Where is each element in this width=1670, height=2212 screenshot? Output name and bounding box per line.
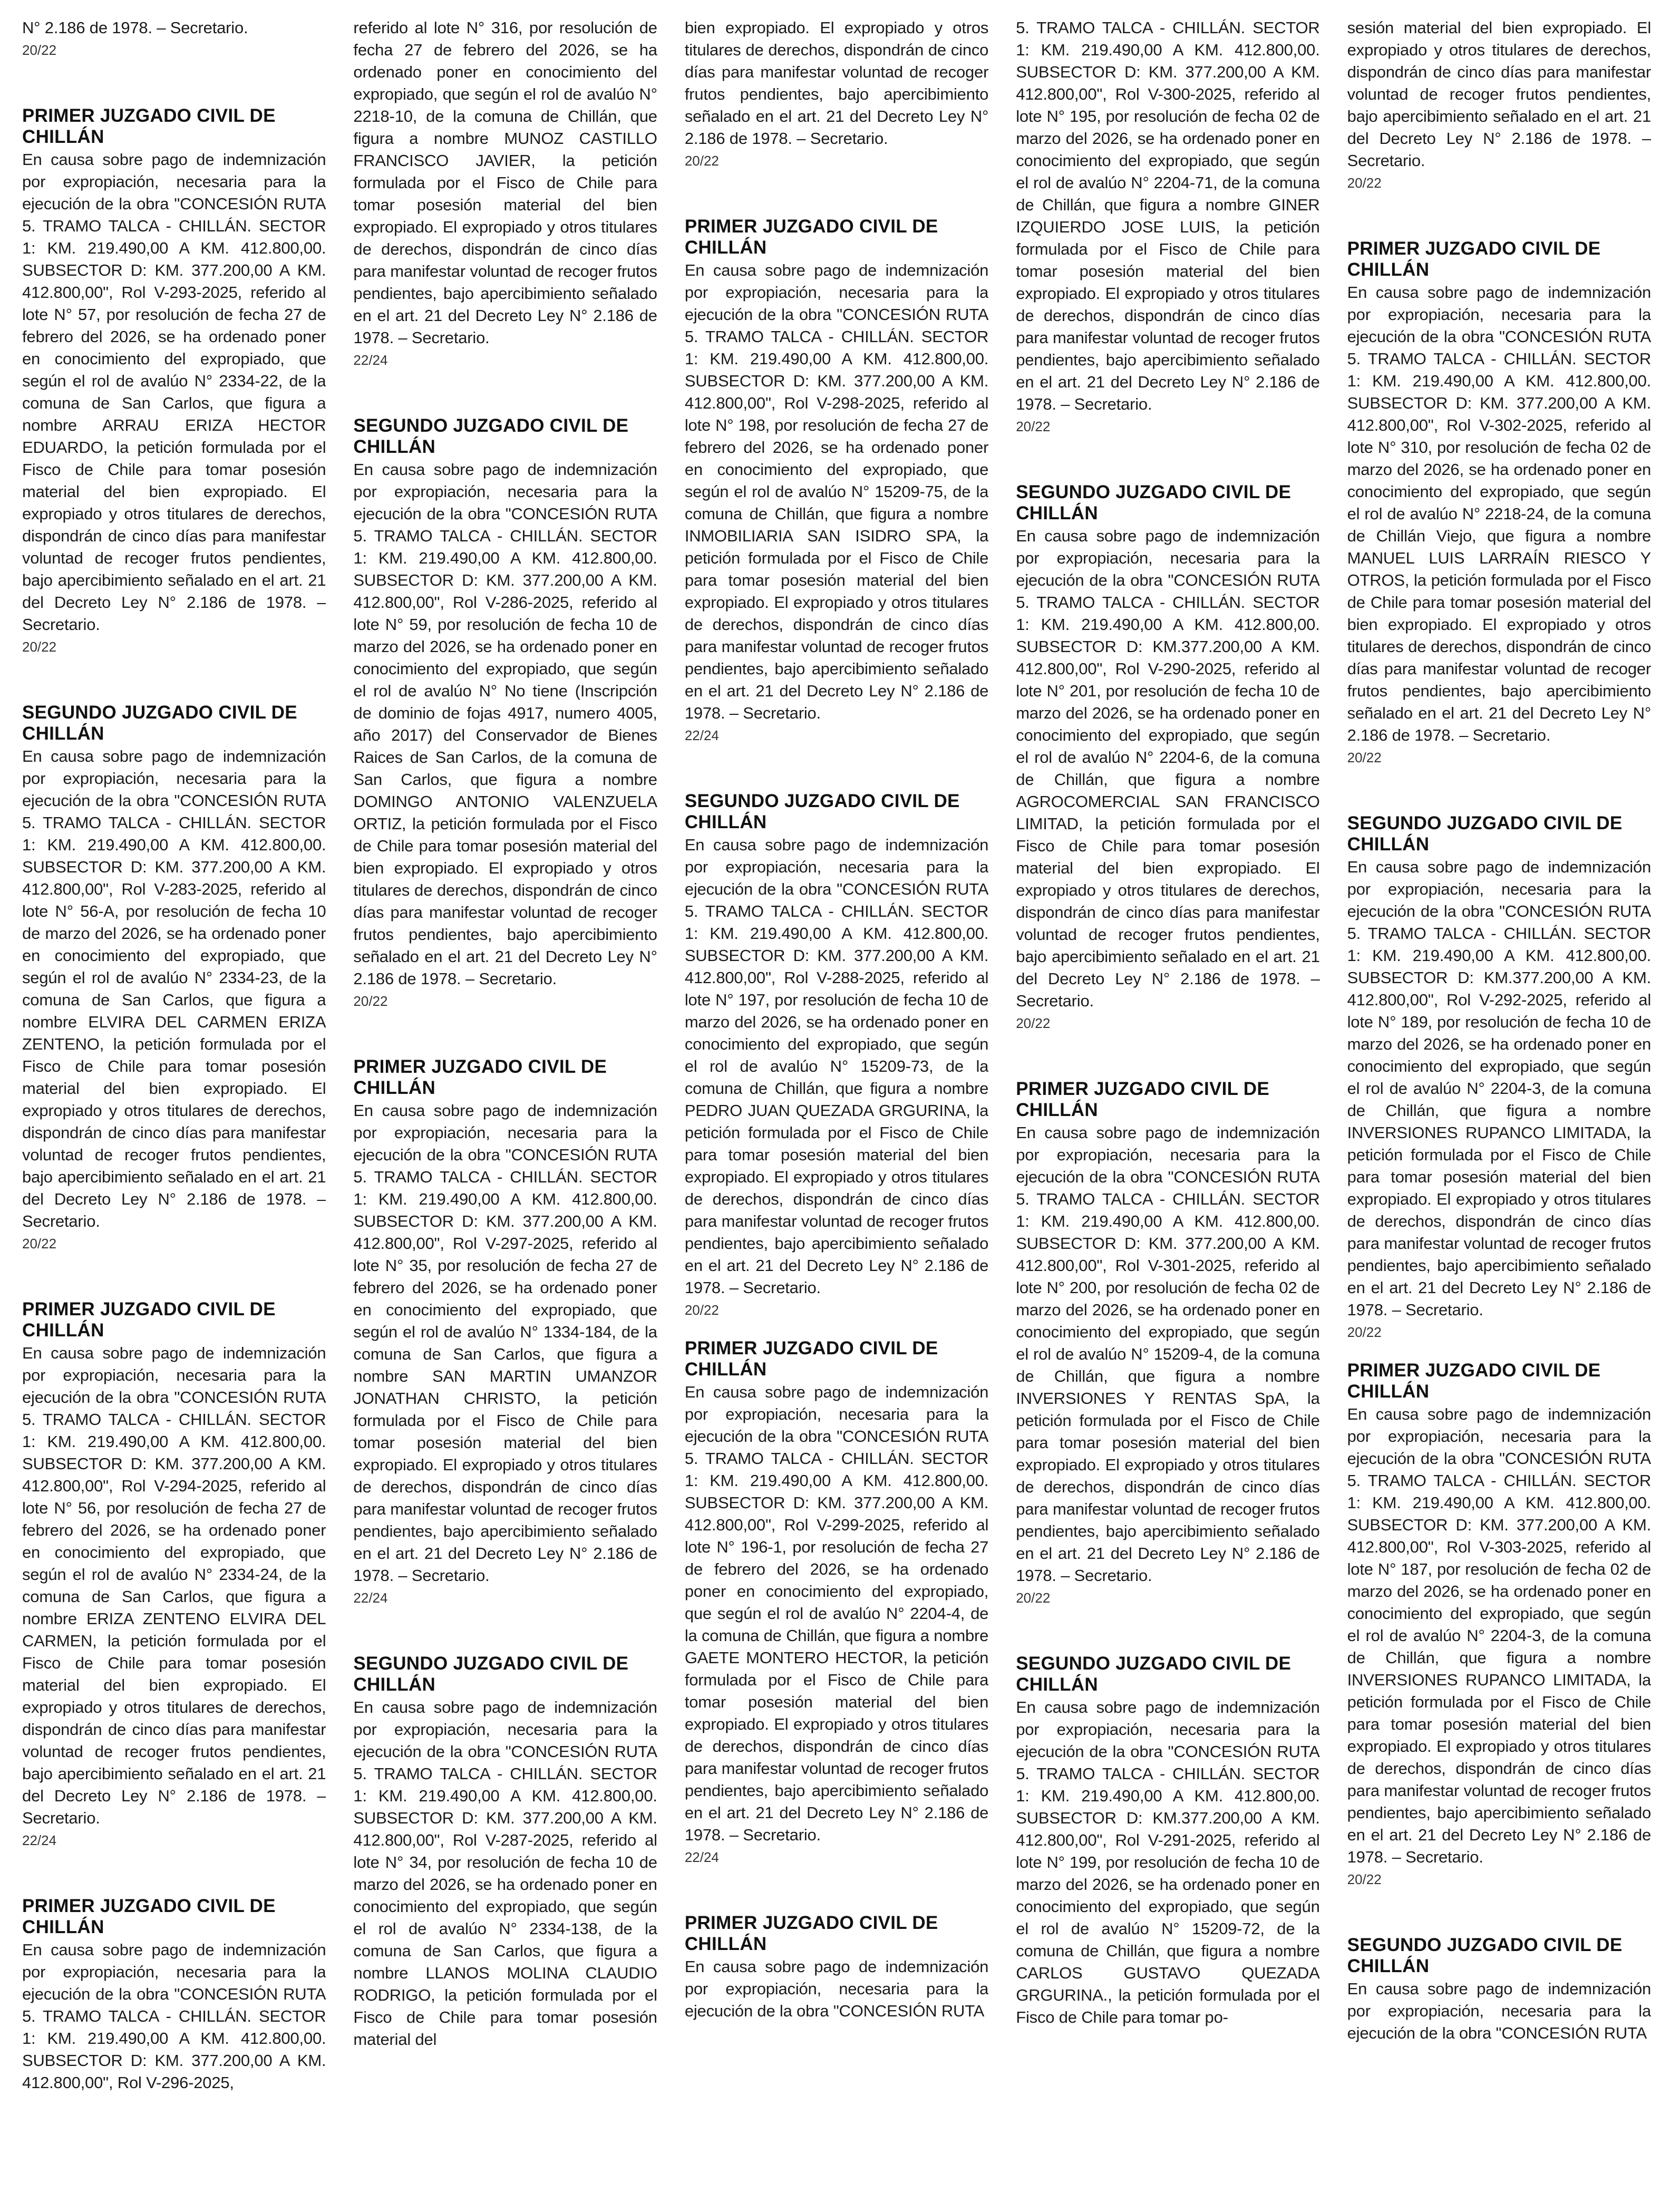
- court-title: PRIMER JUZGADO CIVIL DE CHILLÁN: [684, 216, 938, 258]
- court-title: SEGUNDO JUZGADO CIVIL DE CHILLÁN: [684, 791, 960, 832]
- court-title: PRIMER JUZGADO CIVIL DE CHILLÁN: [22, 105, 276, 147]
- notice-body: 5. TRAMO TALCA - CHILLÁN. SECTOR 1: KM. 219.490,00 A KM. 412.800,00. SUBSECTOR D: KM. 377.200,00 A KM. 412.800,00", Rol V-300-2025, referido al lote N° 195, por resolución de fecha 02 de marzo del 2026, se ha ordenado poner en conocimiento del expropiado, que según el rol de avalúo N° 2204-71, de la comuna de Chillán, que figura a nombre GINER IZQUIERDO JOSE LUIS, la petición formulada por el Fisco de Chile para tomar posesión material del bien expropiado. El expropiado y otros titulares de derechos, dispondrán de cinco días para manifestar voluntad de recoger frutos pendientes, bajo apercibimiento señalado en el art. 21 del Decreto Ley N° 2.186 de 1978. – Secretario.: [1016, 18, 1320, 413]
- notice-body: En causa sobre pago de indemnización por expropiación, necesaria para la ejecución de la obra "CONCESIÓN RUTA 5. TRAMO TALCA - CHILLÁN. SECTOR 1: KM. 219.490,00 A KM. 412.800,00. SUBSECTOR D: KM. 377.200,00 A KM. 412.800,00", Rol V-283-2025, referido al lote N° 56-A, por resolución de fecha 10 de marzo del 2026, se ha ordenado poner en conocimiento del expropiado, que según el rol de avalúo N° 2334-23, de la comuna de San Carlos, que figura a nombre ELVIRA DEL CARMEN ERIZA ZENTENO, la petición formulada por el Fisco de Chile para tomar posesión material del bien expropiado. El expropiado y otros titulares de derechos, dispondrán de cinco días para manifestar voluntad de recoger frutos pendientes, bajo apercibimiento señalado en el art. 21 del Decreto Ley N° 2.186 de 1978. – Secretario.: [22, 747, 326, 1230]
- notice-code: 20/22: [1347, 1871, 1382, 1887]
- notice-code: 20/22: [1016, 1590, 1051, 1606]
- notice-code: 20/22: [684, 1302, 719, 1318]
- court-title: PRIMER JUZGADO CIVIL DE CHILLÁN: [1347, 1360, 1601, 1402]
- notice-code: 20/22: [1016, 419, 1051, 434]
- notice-code: 20/22: [22, 639, 57, 655]
- notice-code: 20/22: [684, 153, 719, 169]
- notice-code: 22/24: [22, 1832, 57, 1848]
- notice: [1016, 482, 1319, 1032]
- column-5: [1347, 17, 1651, 2199]
- notice: [22, 702, 326, 1253]
- notice-code: 20/22: [1347, 175, 1382, 191]
- notice-body: referido al lote N° 316, por resolución de fecha 27 de febrero del 2026, se ha ordenado poner en conocimiento del expropiado, que según el rol de avalúo N° 2218-10, de la comuna de Chillán, que figura a nombre MUNOZ CASTILLO FRANCISCO JAVIER, la petición formulada por el Fisco de Chile para tomar posesión material del bien expropiado. El expropiado y otros titulares de derechos, dispondrán de cinco días para manifestar voluntad de recoger frutos pendientes, bajo apercibimiento señalado en el art. 21 del Decreto Ley N° 2.186 de 1978. – Secretario.: [353, 18, 657, 347]
- notice: [22, 1896, 326, 2094]
- notice: [1347, 813, 1651, 1341]
- notice-body: En causa sobre pago de indemnización por expropiación, necesaria para la ejecución de la obra "CONCESIÓN RUTA 5. TRAMO TALCA - CHILLÁN. SECTOR 1: KM. 219.490,00 A KM. 412.800,00. SUBSECTOR D: KM.377.200,00 A KM. 412.800,00", Rol V-292-2025, referido al lote N° 189, por resolución de fecha 10 de marzo del 2026, se ha ordenado poner en conocimiento del expropiado, que según el rol de avalúo N° 2204-3, de la comuna de Chillán, que figura a nombre INVERSIONES RUPANCO LIMITADA, la petición formulada por el Fisco de Chile para tomar posesión material del bien expropiado. El expropiado y otros titulares de derechos, dispondrán de cinco días para manifestar voluntad de recoger frutos pendientes, bajo apercibimiento señalado en el art. 21 del Decreto Ley N° 2.186 de 1978. – Secretario.: [1347, 858, 1652, 1319]
- court-title: PRIMER JUZGADO CIVIL DE CHILLÁN: [353, 1056, 607, 1098]
- notice-body: En causa sobre pago de indemnización por expropiación, necesaria para la ejecución de la obra "CONCESIÓN RUTA 5. TRAMO TALCA - CHILLÁN. SECTOR 1: KM. 219.490,00 A KM. 412.800,00. SUBSECTOR D: KM. 377.200,00 A KM. 412.800,00", Rol V-298-2025, referido al lote N° 198, por resolución de fecha 27 de febrero del 2026, se ha ordenado poner en conocimiento del expropiado, que según el rol de avalúo N° 15209-75, de la comuna de Chillán, que figura a nombre INMOBILIARIA SAN ISIDRO SPA, la petición formulada por el Fisco de Chile para tomar posesión material del bien expropiado. El expropiado y otros titulares de derechos, dispondrán de cinco días para manifestar voluntad de recoger frutos pendientes, bajo apercibimiento señalado en el art. 21 del Decreto Ley N° 2.186 de 1978. – Secretario.: [684, 261, 989, 722]
- court-title: PRIMER JUZGADO CIVIL DE CHILLÁN: [684, 1913, 938, 1954]
- notice-body: En causa sobre pago de indemnización por expropiación, necesaria para la ejecución de la obra "CONCESIÓN RUTA 5. TRAMO TALCA - CHILLÁN. SECTOR 1: KM. 219.490,00 A KM. 412.800,00. SUBSECTOR D: KM. 377.200,00 A KM. 412.800,00", Rol V-297-2025, referido al lote N° 35, por resolución de fecha 27 de febrero del 2026, se ha ordenado poner en conocimiento del expropiado, que según el rol de avalúo N° 1334-184, de la comuna de San Carlos, que figura a nombre SAN MARTIN UMANZOR JONATHAN CHRISTO, la petición formulada por el Fisco de Chile para tomar posesión material del bien expropiado. El expropiado y otros titulares de derechos, dispondrán de cinco días para manifestar voluntad de recoger frutos pendientes, bajo apercibimiento señalado en el art. 21 del Decreto Ley N° 2.186 de 1978. – Secretario.: [353, 1101, 657, 1585]
- notice: [685, 216, 988, 744]
- court-title: PRIMER JUZGADO CIVIL DE CHILLÁN: [1347, 238, 1601, 280]
- legal-notices-page: [22, 17, 1651, 2199]
- court-title: SEGUNDO JUZGADO CIVIL DE CHILLÁN: [1016, 482, 1292, 523]
- notice: [1016, 1079, 1319, 1607]
- notice: [353, 1056, 657, 1607]
- notice-code: 22/24: [684, 1849, 719, 1865]
- court-title: SEGUNDO JUZGADO CIVIL DE CHILLÁN: [1347, 813, 1623, 855]
- notice-body: En causa sobre pago de indemnización por expropiación, necesaria para la ejecución de la obra "CONCESIÓN RUTA 5. TRAMO TALCA - CHILLÁN. SECTOR 1: KM. 219.490,00 A KM. 412.800,00. SUBSECTOR D: KM. 377.200,00 A KM. 412.800,00", Rol V-301-2025, referido al lote N° 200, por resolución de fecha 02 de marzo del 2026, se ha ordenado poner en conocimiento del expropiado, que según el rol de avalúo N° 15209-4, de la comuna de Chillán, que figura a nombre INVERSIONES Y RENTAS SpA, la petición formulada por el Fisco de Chile para tomar posesión material del bien expropiado. El expropiado y otros titulares de derechos, dispondrán de cinco días para manifestar voluntad de recoger frutos pendientes, bajo apercibimiento señalado en el art. 21 del Decreto Ley N° 2.186 de 1978. – Secretario.: [1016, 1123, 1320, 1585]
- court-title: SEGUNDO JUZGADO CIVIL DE CHILLÁN: [353, 415, 629, 457]
- notice-body: bien expropiado. El expropiado y otros titulares de derechos, dispondrán de cinco días para manifestar voluntad de recoger frutos pendientes, bajo apercibimiento señalado en el art. 21 del Decreto Ley N° 2.186 de 1978. – Secretario.: [684, 18, 989, 148]
- court-title: SEGUNDO JUZGADO CIVIL DE CHILLÁN: [1347, 1935, 1623, 1976]
- notice-code: 22/24: [353, 1590, 388, 1606]
- notice: [1016, 1653, 1319, 2029]
- notice: [685, 791, 988, 1319]
- notice-continuation: [1347, 17, 1651, 192]
- notice-continuation: [353, 17, 657, 369]
- court-title: PRIMER JUZGADO CIVIL DE CHILLÁN: [22, 1896, 276, 1937]
- notice-body: En causa sobre pago de indemnización por expropiación, necesaria para la ejecución de la obra "CONCESIÓN RUTA 5. TRAMO TALCA - CHILLÁN. SECTOR 1: KM. 219.490,00 A KM. 412.800,00. SUBSECTOR D: KM. 377.200,00 A KM. 412.800,00", Rol V-302-2025, referido al lote N° 310, por resolución de fecha 02 de marzo del 2026, se ha ordenado poner en conocimiento del expropiado, que según el rol de avalúo N° 2218-24, de la comuna de Chillán Viejo, que figura a nombre MANUEL LUIS LARRAÍN RIESCO Y OTROS, la petición formulada por el Fisco de Chile para tomar posesión material del bien expropiado. El expropiado y otros titulares de derechos, dispondrán de cinco días para manifestar voluntad de recoger frutos pendientes, bajo apercibimiento señalado en el art. 21 del Decreto Ley N° 2.186 de 1978. – Secretario.: [1347, 283, 1652, 744]
- notice-code: 20/22: [1347, 1324, 1382, 1340]
- court-title: SEGUNDO JUZGADO CIVIL DE CHILLÁN: [1016, 1653, 1292, 1695]
- notice-code: 22/24: [684, 727, 719, 743]
- notice-body: En causa sobre pago de indemnización por expropiación, necesaria para la ejecución de la obra "CONCESIÓN RUTA 5. TRAMO TALCA - CHILLÁN. SECTOR 1: KM. 219.490,00 A KM. 412.800,00. SUBSECTOR D: KM.377.200,00 A KM. 412.800,00", Rol V-290-2025, referido al lote N° 201, por resolución de fecha 10 de marzo del 2026, se ha ordenado poner en conocimiento del expropiado, que según el rol de avalúo N° 2204-6, de la comuna de Chillán, que figura a nombre AGROCOMERCIAL SAN FRANCISCO LIMITAD, la petición formulada por el Fisco de Chile para tomar posesión material del bien expropiado. El expropiado y otros titulares de derechos, dispondrán de cinco días para manifestar voluntad de recoger frutos pendientes, bajo apercibimiento señalado en el art. 21 del Decreto Ley N° 2.186 de 1978. – Secretario.: [1016, 527, 1320, 1010]
- court-title: SEGUNDO JUZGADO CIVIL DE CHILLÁN: [353, 1653, 629, 1695]
- notice-code: 20/22: [22, 42, 57, 58]
- notice-continuation: [1016, 17, 1319, 435]
- notice-body: En causa sobre pago de indemnización por expropiación, necesaria para la ejecución de la obra "CONCESIÓN RUTA 5. TRAMO TALCA - CHILLÁN. SECTOR 1: KM. 219.490,00 A KM. 412.800,00. SUBSECTOR D: KM. 377.200,00 A KM. 412.800,00", Rol V-296-2025,: [22, 1941, 326, 2092]
- notice-body: sesión material del bien expropiado. El expropiado y otros titulares de derechos, dispondrán de cinco días para manifestar voluntad de recoger frutos pendientes, bajo apercibimiento señalado en el art. 21 del Decreto Ley N° 2.186 de 1978. – Secretario.: [1347, 18, 1652, 170]
- notice: [22, 105, 326, 656]
- court-title: PRIMER JUZGADO CIVIL DE CHILLÁN: [22, 1299, 276, 1341]
- notice: [353, 1653, 657, 2051]
- notice-body: En causa sobre pago de indemnización por expropiación, necesaria para la ejecución de la obra "CONCESIÓN RUTA 5. TRAMO TALCA - CHILLÁN. SECTOR 1: KM. 219.490,00 A KM. 412.800,00. SUBSECTOR D: KM. 377.200,00 A KM. 412.800,00", Rol V-287-2025, referido al lote N° 34, por resolución de fecha 10 de marzo del 2026, se ha ordenado poner en conocimiento del expropiado, que según el rol de avalúo N° 2334-138, de la comuna de San Carlos, que figura a nombre LLANOS MOLINA CLAUDIO RODRIGO, la petición formulada por el Fisco de Chile para tomar posesión material del: [353, 1698, 657, 2049]
- notice-code: 20/22: [353, 993, 388, 1009]
- notice: [685, 1913, 988, 2022]
- notice-body: En causa sobre pago de indemnización por expropiación, necesaria para la ejecución de la obra "CONCESIÓN RUTA 5. TRAMO TALCA - CHILLÁN. SECTOR 1: KM. 219.490,00 A KM. 412.800,00. SUBSECTOR D: KM. 377.200,00 A KM. 412.800,00", Rol V-294-2025, referido al lote N° 56, por resolución de fecha 27 de febrero del 2026, se ha ordenado poner en conocimiento del expropiado, que según el rol de avalúo N° 2334-24, de la comuna de San Carlos, que figura a nombre ERIZA ZENTENO ELVIRA DEL CARMEN, la petición formulada por el Fisco de Chile para tomar posesión material del bien expropiado. El expropiado y otros titulares de derechos, dispondrán de cinco días para manifestar voluntad de recoger frutos pendientes, bajo apercibimiento señalado en el art. 21 del Decreto Ley N° 2.186 de 1978. – Secretario.: [22, 1344, 326, 1827]
- notice: [1347, 1360, 1651, 1888]
- notice-code: 20/22: [1347, 750, 1382, 765]
- court-title: PRIMER JUZGADO CIVIL DE CHILLÁN: [1016, 1079, 1269, 1120]
- notice-code: 22/24: [353, 352, 388, 368]
- notice-body: En causa sobre pago de indemnización por expropiación, necesaria para la ejecución de la obra "CONCESIÓN RUTA: [684, 1957, 989, 2020]
- column-2: [353, 17, 657, 2199]
- notice: [353, 415, 657, 1010]
- notice: [1347, 238, 1651, 767]
- notice-body: En causa sobre pago de indemnización por expropiación, necesaria para la ejecución de la obra "CONCESIÓN RUTA 5. TRAMO TALCA - CHILLÁN. SECTOR 1: KM. 219.490,00 A KM. 412.800,00. SUBSECTOR D: KM.377.200,00 A KM. 412.800,00", Rol V-291-2025, referido al lote N° 199, por resolución de fecha 10 de marzo del 2026, se ha ordenado poner en conocimiento del expropiado, que según el rol de avalúo N° 15209-72, de la comuna de Chillán, que figura a nombre CARLOS GUSTAVO QUEZADA GRGURINA., la petición formulada por el Fisco de Chile para tomar po-: [1016, 1698, 1320, 2026]
- court-title: SEGUNDO JUZGADO CIVIL DE CHILLÁN: [22, 702, 297, 744]
- notice-body: En causa sobre pago de indemnización por expropiación, necesaria para la ejecución de la obra "CONCESIÓN RUTA 5. TRAMO TALCA - CHILLÁN. SECTOR 1: KM. 219.490,00 A KM. 412.800,00. SUBSECTOR D: KM. 377.200,00 A KM. 412.800,00", Rol V-288-2025, referido al lote N° 197, por resolución de fecha 10 de marzo del 2026, se ha ordenado poner en conocimiento del expropiado, que según el rol de avalúo N° 15209-73, de la comuna de Chillán, que figura a nombre PEDRO JUAN QUEZADA GRGURINA, la petición formulada por el Fisco de Chile para tomar posesión material del bien expropiado. El expropiado y otros titulares de derechos, dispondrán de cinco días para manifestar voluntad de recoger frutos pendientes, bajo apercibimiento señalado en el art. 21 del Decreto Ley N° 2.186 de 1978. – Secretario.: [684, 836, 989, 1297]
- notice-code: 20/22: [22, 1236, 57, 1251]
- notice-continuation: [685, 17, 988, 170]
- notice-body: En causa sobre pago de indemnización por expropiación, necesaria para la ejecución de la obra "CONCESIÓN RUTA: [1347, 1980, 1652, 2042]
- notice-continuation: [22, 17, 326, 59]
- column-1: [22, 17, 326, 2199]
- notice: [1347, 1935, 1651, 2044]
- notice-body: En causa sobre pago de indemnización por expropiación, necesaria para la ejecución de la obra "CONCESIÓN RUTA 5. TRAMO TALCA - CHILLÁN. SECTOR 1: KM. 219.490,00 A KM. 412.800,00. SUBSECTOR D: KM. 377.200,00 A KM. 412.800,00", Rol V-299-2025, referido al lote N° 196-1, por resolución de fecha 27 de febrero del 2026, se ha ordenado poner en conocimiento del expropiado, que según el rol de avalúo N° 2204-4, de la comuna de Chillán, que figura a nombre GAETE MONTERO HECTOR, la petición formulada por el Fisco de Chile para tomar posesión material del bien expropiado. El expropiado y otros titulares de derechos, dispondrán de cinco días para manifestar voluntad de recoger frutos pendientes, bajo apercibimiento señalado en el art. 21 del Decreto Ley N° 2.186 de 1978. – Secretario.: [684, 1383, 989, 1844]
- column-3: [685, 17, 988, 2199]
- notice: [22, 1299, 326, 1849]
- notice-body: N° 2.186 de 1978. – Secretario.: [22, 18, 248, 37]
- notice-body: En causa sobre pago de indemnización por expropiación, necesaria para la ejecución de la obra "CONCESIÓN RUTA 5. TRAMO TALCA - CHILLÁN. SECTOR 1: KM. 219.490,00 A KM. 412.800,00. SUBSECTOR D: KM. 377.200,00 A KM. 412.800,00", Rol V-293-2025, referido al lote N° 57, por resolución de fecha 27 de febrero del 2026, se ha ordenado poner en conocimiento del expropiado, que según el rol de avalúo N° 2334-22, de la comuna de San Carlos, que figura a nombre ARRAU ERIZA HECTOR EDUARDO, la petición formulada por el Fisco de Chile para tomar posesión material del bien expropiado. El expropiado y otros titulares de derechos, dispondrán de cinco días para manifestar voluntad de recoger frutos pendientes, bajo apercibimiento señalado en el art. 21 del Decreto Ley N° 2.186 de 1978. – Secretario.: [22, 150, 326, 634]
- notice-body: En causa sobre pago de indemnización por expropiación, necesaria para la ejecución de la obra "CONCESIÓN RUTA 5. TRAMO TALCA - CHILLÁN. SECTOR 1: KM. 219.490,00 A KM. 412.800,00. SUBSECTOR D: KM. 377.200,00 A KM. 412.800,00", Rol V-286-2025, referido al lote N° 59, por resolución de fecha 10 de marzo del 2026, se ha ordenado poner en conocimiento del expropiado, que según el rol de avalúo N° No tiene (Inscripción de dominio de fojas 4917, numero 4005, año 2017) del Conservador de Bienes Raices de San Carlos, de la comuna de San Carlos, que figura a nombre DOMINGO ANTONIO VALENZUELA ORTIZ, la petición formulada por el Fisco de Chile para tomar posesión material del bien expropiado. El expropiado y otros titulares de derechos, dispondrán de cinco días para manifestar voluntad de recoger frutos pendientes, bajo apercibimiento señalado en el art. 21 del Decreto Ley N° 2.186 de 1978. – Secretario.: [353, 460, 657, 988]
- notice-code: 20/22: [1016, 1015, 1051, 1031]
- notice-body: En causa sobre pago de indemnización por expropiación, necesaria para la ejecución de la obra "CONCESIÓN RUTA 5. TRAMO TALCA - CHILLÁN. SECTOR 1: KM. 219.490,00 A KM. 412.800,00. SUBSECTOR D: KM. 377.200,00 A KM. 412.800,00", Rol V-303-2025, referido al lote N° 187, por resolución de fecha 02 de marzo del 2026, se ha ordenado poner en conocimiento del expropiado, que según el rol de avalúo N° 2204-3, de la comuna de Chillán, que figura a nombre INVERSIONES RUPANCO LIMITADA, la petición formulada por el Fisco de Chile para tomar posesión material del bien expropiado. El expropiado y otros titulares de derechos, dispondrán de cinco días para manifestar voluntad de recoger frutos pendientes, bajo apercibimiento señalado en el art. 21 del Decreto Ley N° 2.186 de 1978. – Secretario.: [1347, 1405, 1652, 1866]
- court-title: PRIMER JUZGADO CIVIL DE CHILLÁN: [684, 1338, 938, 1380]
- column-4: [1016, 17, 1319, 2199]
- notice: [685, 1338, 988, 1866]
